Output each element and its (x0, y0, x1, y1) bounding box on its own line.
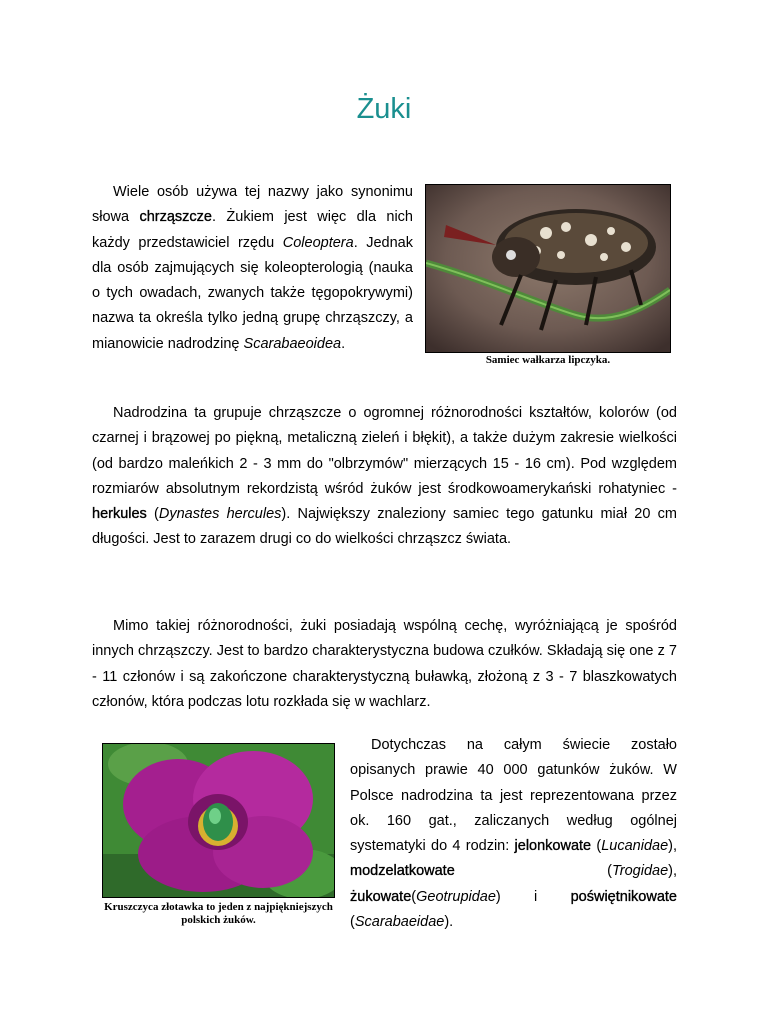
beetle-photo (425, 184, 671, 353)
text-run: . Żukiem jest więc dla nich każdy przedstawiciel rzędu (92, 209, 413, 251)
text-run: ( (146, 506, 159, 523)
term-jelonkowate: jelonkowate (514, 838, 592, 855)
paragraph-antennae (92, 614, 677, 715)
term-zukowate: żukowate (350, 888, 412, 905)
text-run: ( (350, 914, 355, 931)
latin-name: Geotrupidae (416, 888, 496, 905)
page-title: Żuki (356, 93, 412, 125)
term-herkules: herkules (92, 506, 147, 523)
latin-name: Trogidae (611, 863, 669, 880)
text-run: ( (411, 888, 417, 905)
text-run: ). Największy znaleziony samiec tego gatunku miał 20 cm długości. Jest to zarazem drugi co do wielkości chrząszcz świata. (92, 506, 678, 548)
text-run: ( (591, 838, 602, 855)
latin-name: Dynastes hercules (158, 506, 282, 523)
paragraph-families (350, 733, 677, 935)
text-run: ), (668, 838, 677, 855)
term-modzelatkowate: modzelatkowate (350, 863, 455, 880)
flower-beetle-photo (102, 743, 335, 898)
text-run: Mimo takiej różnorodności, żuki posiadają wspólną cechę, wyróżniającą je spośród innych chrząszczy. Jest to bardzo charakterystyczna budowa czułków. Składają się one z 7 - 11 członów i są zakończone charakterystyczną buławką, złożoną z 3 - 7 blaszkowatych członów, która podczas lotu rozkłada się w wachlarz. (92, 618, 677, 710)
text-run: Dotychczas na całym świecie zostało opisanych prawie 40 000 gatunków żuków. W Polsce nadrodzina ta jest reprezentowana przez ok. 160 gat., zaliczanych według ogólnej systematyki do 4 rodzin: (350, 737, 677, 855)
paragraph-diversity (92, 401, 677, 553)
text-run: . Jednak dla osób zajmujących się koleopterologią (nauka o tych owadach, zwanych także tęgopokrywymi) nazwa ta określa tylko jedną grupę chrząszczy, a mianowicie nadrodzinę (92, 234, 413, 352)
figure-caption: Samiec wałkarza lipczyka. (485, 354, 611, 366)
latin-name: Coleoptera (282, 234, 354, 251)
paragraph-intro (92, 180, 413, 357)
latin-name: Lucanidae (601, 838, 669, 855)
latin-name: Scarabaeoidea (243, 335, 342, 352)
text-run: ), (668, 863, 677, 880)
term-poswietnikowate: poświętnikowate (570, 888, 677, 905)
figure-caption: Kruszczyca złotawka to jeden z najpiękniejszych polskich żuków. (104, 901, 333, 926)
text-run: Wiele osób używa tej nazwy jako synonimu słowa (92, 184, 413, 226)
latin-name: Scarabaeidae (354, 914, 445, 931)
text-run: . (341, 335, 346, 352)
text-run: Nadrodzina ta grupuje chrząszcze o ogromnej różnorodności kształtów, kolorów (od czarnej i brązowej po piękną, metaliczną zieleń i błękit), a także dużym zakresie wielkości (od bardzo maleńkich 2 - 3 mm do "olbrzymów" mierzących 15 - 16 cm). Pod względem rozmiarów absolutnym rekordzistą wśród żuków jest środkowoamerykański rohatyniec - (92, 405, 677, 497)
text-run: ) i (495, 888, 571, 905)
text-run: ). (444, 914, 454, 931)
term-chrzaszcze: chrząszcze (139, 209, 212, 226)
text-run: ( (454, 863, 612, 880)
